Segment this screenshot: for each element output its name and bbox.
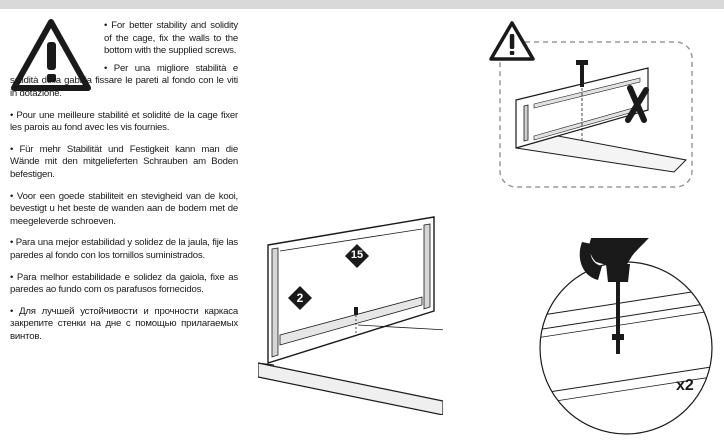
step-number: 2 [296,291,304,305]
top-bar [0,0,724,9]
paragraph-nl: • Voor een goede stabiliteit en stevigheid van de kooi, bevestigt u het beste de wanden aan de bodem met de meegeleverde schroeven. [10,190,238,227]
paragraph-ru: • Для лучшей устойчивости и прочности каркаса закрепите стенки на дне с помощью прилагаемых винтов. [10,305,238,342]
instruction-text [10,20,238,352]
paragraph-de: • Für mehr Stabilität und Festigkeit kann man die Wände mit den mitgelieferten Schrauben am Boden befestigen. [10,143,238,180]
paragraph-es: • Para una mejor estabilidad y solidez de la jaula, fije las paredes al fondo con los tornillos suministrados. [10,237,238,261]
paragraph-fr: • Pour une meilleure stabilité et solidité de la cage fixer les parois au fond avec les vis fournies. [10,109,238,134]
paragraph-pt: • Para melhor estabilidade e solidez da gaiola, fixe as paredes ao fundo com os parafusos fornecidos. [10,271,238,296]
part-number: 15 [350,249,364,261]
quantity-label: x2 [676,377,694,394]
detail-magnifier [536,238,718,438]
paragraph-it: • Per una migliore stabilità e solidità della gabbia fissare le pareti al fondo con le viti in dotazione. [10,62,238,99]
small-warning-icon [488,20,536,62]
warning-inset [498,40,694,189]
paragraph-en: • For better stability and solidity of the cage, fix the walls to the bottom with the supplied screws. [104,20,238,57]
